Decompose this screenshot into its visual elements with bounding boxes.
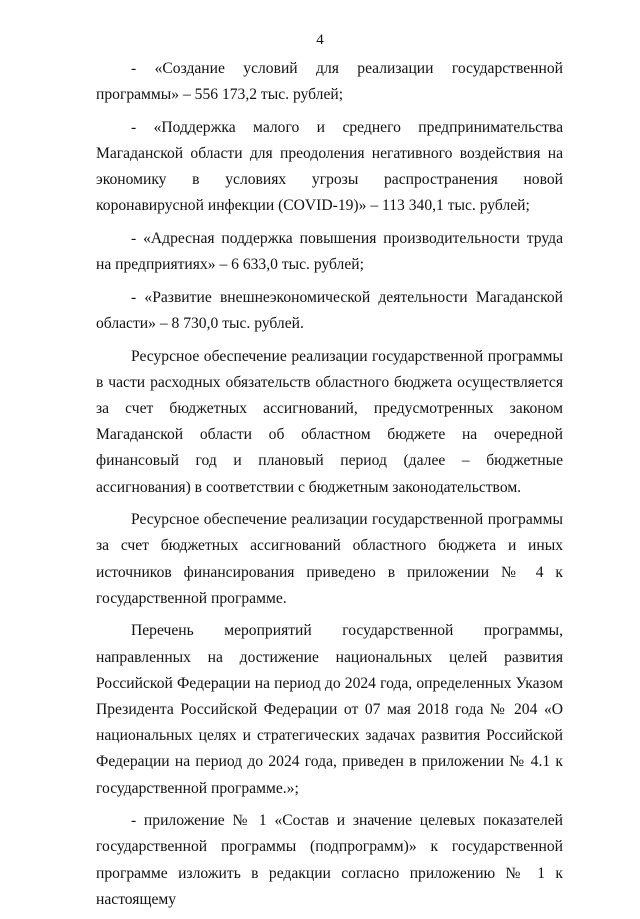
paragraph-national-goals: Перечень мероприятий государственной программы, направленных на достижение национальных целей развития Российской Федерации на период до 2024 года, определенных Указом Президента Российской Федерации от 07 мая 2018 года № 204 «О национальных целях и стратегических задачах развития Российской Федерации на период до 2024 года, приведен в приложении № 4.1 к государственной программе.»; — [96, 622, 563, 797]
document-body — [96, 56, 563, 919]
page-number: 4 — [316, 32, 324, 48]
paragraph-subprogram-productivity: - «Адресная поддержка повышения производительности труда на предприятиях» – 6 633,0 тыс. рублей; — [96, 230, 563, 274]
paragraph-resource-provision: Ресурсное обеспечение реализации государственной программы в части расходных обязательств областного бюджета осуществляется за счет бюджетных ассигнований, предусмотренных законом Магаданской области об областном бюджете на очередной финансовый год и плановый период (далее – бюджетные ассигнования) в соответствии с бюджетным законодательством. — [96, 347, 563, 496]
paragraph-subprogram-business-support: - «Поддержка малого и среднего предпринимательства Магаданской области для преодоления негативного воздействия на экономику в условиях угрозы распространения новой коронавирусной инфекции (COVID-19)» – 113 340,1 тыс. рублей; — [96, 118, 563, 215]
paragraph-appendix-1: - приложение № 1 «Состав и значение целевых показателей государственной программы (подпрограмм)» к государственной программе изложить в редакции согласно приложению № 1 к настоящему — [96, 812, 563, 908]
paragraph-subprogram-foreign-trade: - «Развитие внешнеэкономической деятельности Магаданской области» – 8 730,0 тыс. рублей. — [96, 288, 563, 332]
paragraph-subprogram-conditions: - «Создание условий для реализации государственной программы» – 556 173,2 тыс. рублей; — [96, 60, 563, 104]
paragraph-resource-appendix: Ресурсное обеспечение реализации государственной программы за счет бюджетных ассигнований областного бюджета и иных источников финансирования приведено в приложении № 4 к государственной программе. — [96, 511, 563, 607]
